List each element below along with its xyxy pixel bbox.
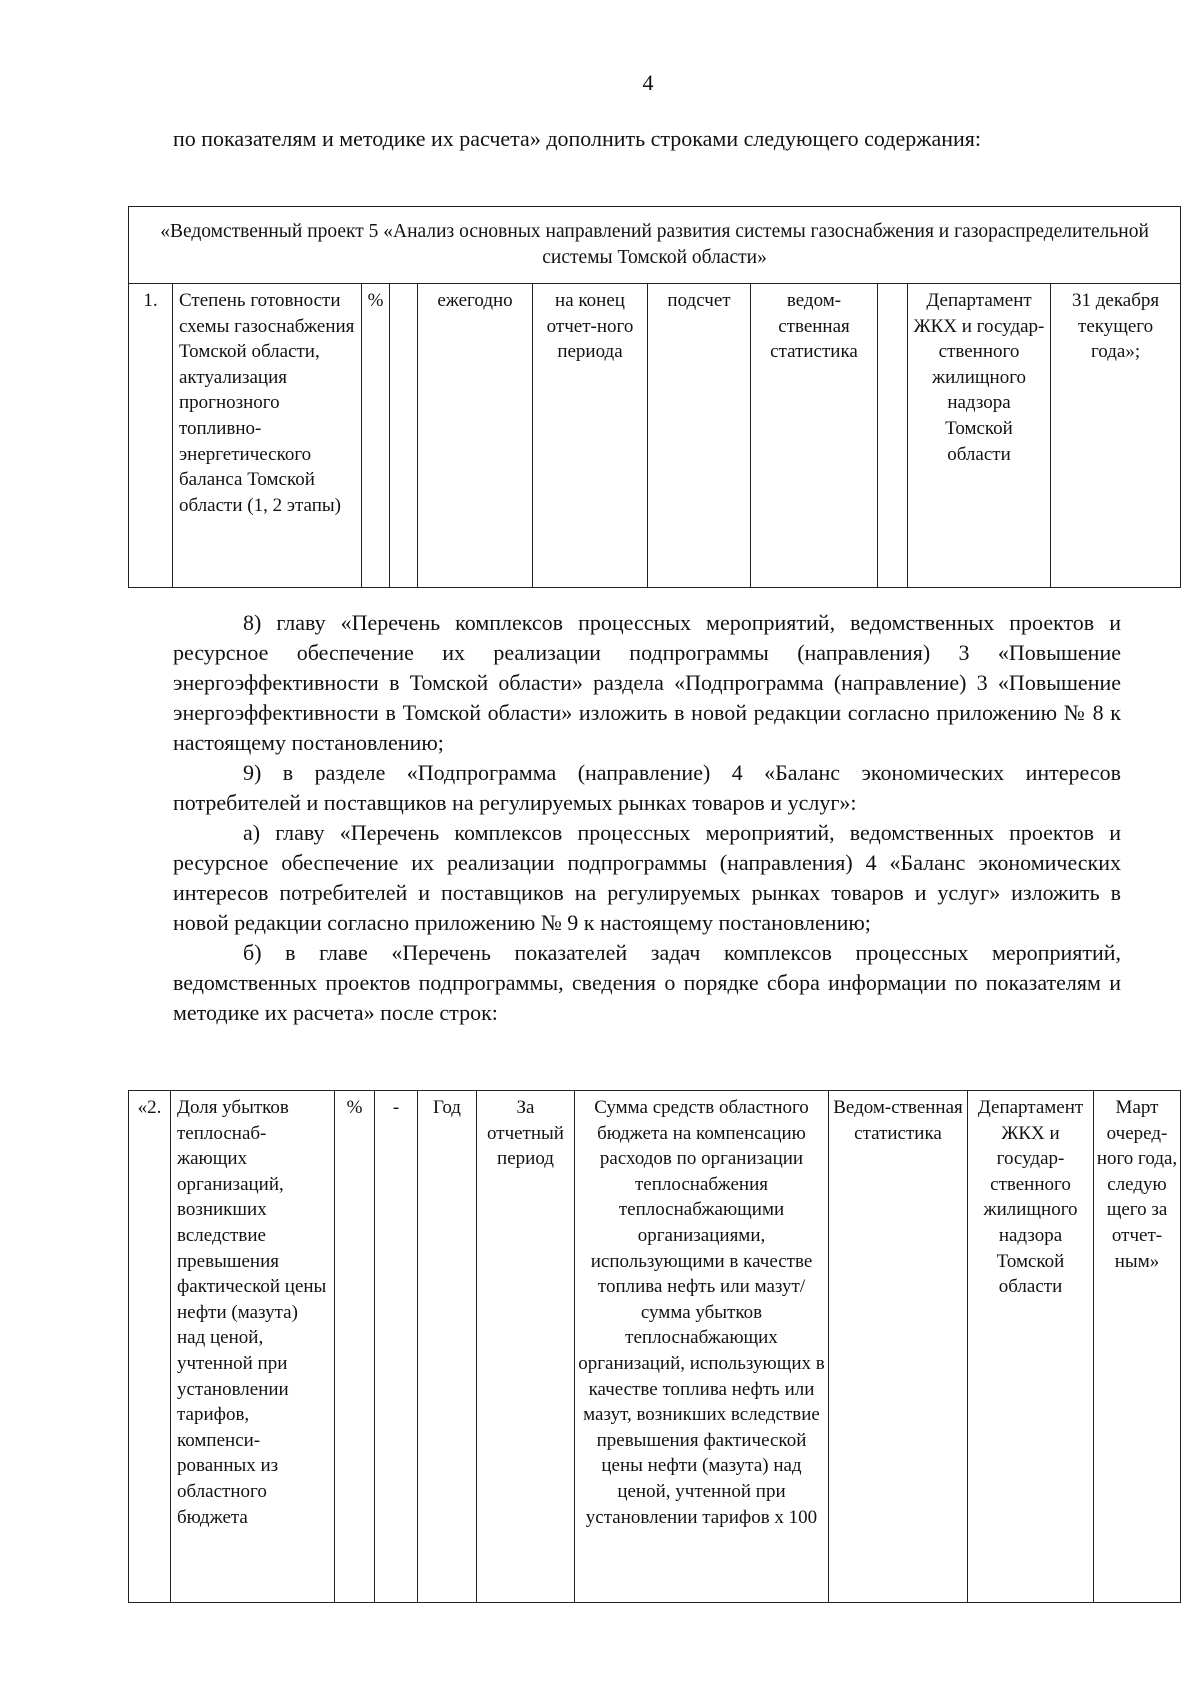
indicator-name: Степень готовности схемы газоснабжения Томской области, актуализация прогнозного топливно-энергетического баланса Томской области (1, 2 этапы) xyxy=(173,284,362,588)
method: подсчет xyxy=(648,284,751,588)
source: Ведом-ственная статистика xyxy=(829,1091,968,1603)
responsible: Департамент ЖКХ и государ-ственного жилищного надзора Томской области xyxy=(908,284,1051,588)
unit: % xyxy=(335,1091,375,1603)
intro-paragraph xyxy=(173,124,1121,154)
time-characteristic: на конец отчет-ного периода xyxy=(533,284,648,588)
deadline: Март очеред-ного года, следую щего за отчет-ным» xyxy=(1094,1091,1181,1603)
dash-cell: - xyxy=(375,1091,418,1603)
indicator-name: Доля убытков теплоснаб-жающих организаций, возникших вследствие превышения фактической цены нефти (мазута) над ценой, учтенной при установлении тарифов, компенси-рованных из областного бюджета xyxy=(171,1091,335,1603)
formula: Сумма средств областного бюджета на компенсацию расходов по организации теплоснабжения теплоснабжающими организациями, использующими в качестве топлива нефть или мазут/сумма убытков теплоснабжающих организаций, использующих в качестве топлива нефть или мазут, возникших вследствие превышения фактической цены нефти (мазута) над ценой, учтенной при установлении тарифов x 100 xyxy=(575,1091,829,1603)
time-characteristic: За отчетный период xyxy=(477,1091,575,1603)
paragraph-9a: а) главу «Перечень комплексов процессных мероприятий, ведомственных проектов и ресурсное обеспечение их реализации подпрограммы (направления) 4 «Баланс экономических интересов потребителей и поставщиков на регулируемых рынках товаров и услуг» изложить в новой редакции согласно приложению № 9 к настоящему постановлению; xyxy=(173,820,1121,935)
paragraph-9: 9) в разделе «Подпрограмма (направление) 4 «Баланс экономических интересов потребителей и поставщиков на регулируемых рынках товаров и услуг»: xyxy=(173,760,1121,815)
paragraph-9b: б) в главе «Перечень показателей задач комплексов процессных мероприятий, ведомственных проектов подпрограммы, сведения о порядке сбора информации по показателям и методике их расчета» после строк: xyxy=(173,940,1121,1025)
indicator-table-2 xyxy=(128,1090,1181,1603)
source: ведом-ственная статистика xyxy=(751,284,878,588)
periodicity: Год xyxy=(418,1091,477,1603)
project-caption: «Ведомственный проект 5 «Анализ основных направлений развития системы газоснабжения и газораспределительной системы Томской области» xyxy=(129,207,1181,284)
page-number: 4 xyxy=(642,70,654,95)
row-number: 1. xyxy=(129,284,173,588)
periodicity: ежегодно xyxy=(418,284,533,588)
indicator-table-1 xyxy=(128,206,1181,588)
paragraph-8: 8) главу «Перечень комплексов процессных мероприятий, ведомственных проектов и ресурсное обеспечение их реализации подпрограммы (направления) 3 «Повышение энергоэффективности в Томской области» раздела «Подпрограмма (направление) 3 «Повышение энергоэффективности в Томской области» изложить в новой редакции согласно приложению № 8 к настоящему постановлению; xyxy=(173,610,1121,755)
empty-cell xyxy=(390,284,418,588)
row-number: «2. xyxy=(129,1091,171,1603)
deadline: 31 декабря текущего года»; xyxy=(1051,284,1181,588)
body-paragraphs xyxy=(173,608,1121,1028)
intro-text: по показателям и методике их расчета» дополнить строками следующего содержания: xyxy=(173,126,981,151)
empty-cell xyxy=(878,284,908,588)
unit: % xyxy=(362,284,390,588)
responsible: Департамент ЖКХ и государ-ственного жилищного надзора Томской области xyxy=(968,1091,1094,1603)
